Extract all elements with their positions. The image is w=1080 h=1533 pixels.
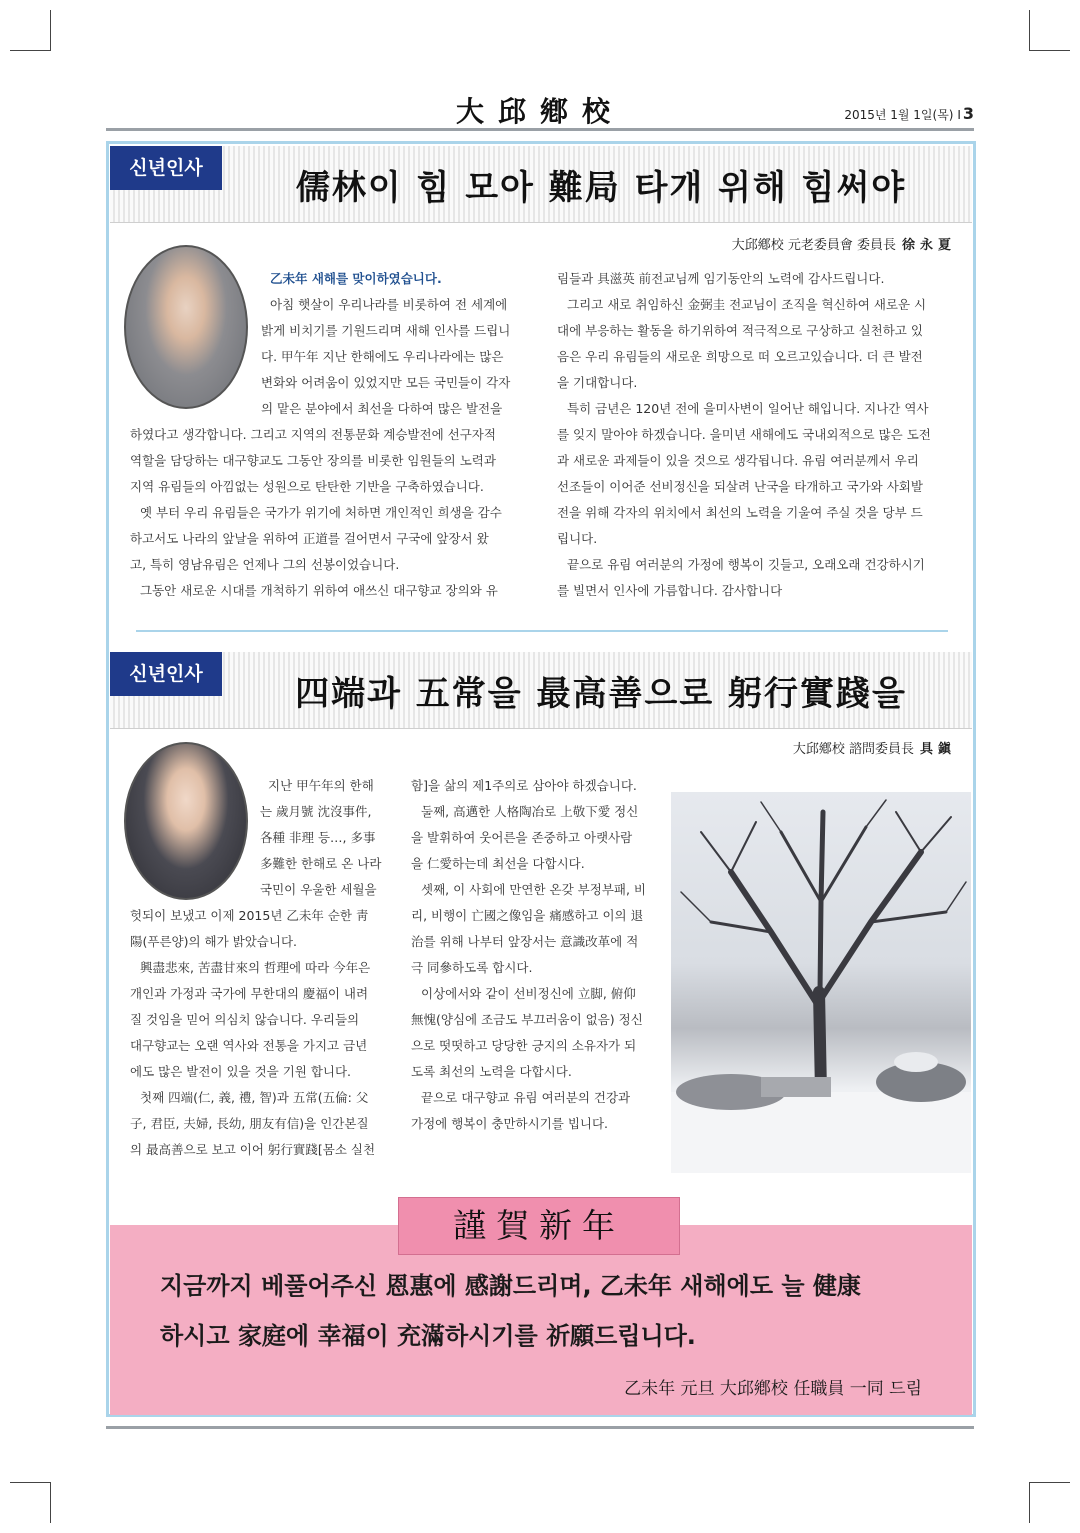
article2-text-line: 으로 떳떳하고 당당한 긍지의 소유자가 되 (411, 1038, 637, 1053)
article2-title-bar (110, 652, 972, 729)
article2-left-column (130, 773, 392, 1163)
article2-byline-name: 具鎭 (919, 742, 956, 757)
article1-text-line: 음은 우리 유림들의 새로운 희망으로 떠 오르고있습니다. 더 큰 발전 (557, 349, 923, 364)
article1-byline-name: 徐永夏 (901, 238, 956, 253)
article1-text-line: 끝으로 유림 여러분의 가정에 행복이 깃들고, 오래오래 건강하시기 (567, 557, 925, 572)
article2-text-line: 셋째, 이 사회에 만연한 온갖 부정부패, 비 (421, 882, 646, 897)
article1-text-line: 하고서도 나라의 앞날을 위하여 正道를 걸어면서 구국에 앞장서 왔 (130, 531, 489, 546)
crop-mark-bottom-right (1029, 1482, 1070, 1523)
article1-text-line: 을 기대합니다. (557, 375, 638, 390)
article2-text-line: 첫째 四端(仁, 義, 禮, 智)과 五常(五倫: 父 (140, 1090, 369, 1105)
article1-text-line: 특히 금년은 120년 전에 을미사변이 일어난 해입니다. 지나간 역사 (567, 401, 929, 416)
article2-middle-column (411, 773, 663, 1137)
article1-byline-title: 大邱鄕校 元老委員會 委員長 (731, 238, 896, 253)
section-tag: 신년인사 (110, 146, 222, 190)
article1-text-line: 대에 부응하는 활동을 하기위하여 적극적으로 구상하고 실천하고 있 (557, 323, 923, 338)
snowy-tree-graphic (671, 792, 971, 1173)
article1-text-line: 의 맡은 분야에서 최선을 다하여 많은 발전을 (261, 401, 503, 416)
article2-text-line: 헛되이 보냈고 이제 2015년 乙未年 순한 靑 (130, 908, 369, 923)
article1-text-line: 그동안 새로운 시대를 개척하기 위하여 애쓰신 대구향교 장의와 유 (140, 583, 498, 598)
article2-text-line: 子, 君臣, 夫婦, 長幼, 朋友有信)을 인간본질 (130, 1116, 369, 1131)
article2-text-line: 多難한 한해로 온 나라 (260, 856, 382, 871)
page-number: 3 (962, 104, 974, 123)
page-date-text: 2015년 1월 1일(목) (844, 108, 954, 122)
article2-text-line: 이상에서와 같이 선비정신에 立脚, 俯仰 (421, 986, 636, 1001)
bottom-rule (106, 1426, 974, 1429)
article1-text-line: 고, 특히 영남유림은 언제나 그의 선봉이었습니다. (130, 557, 400, 572)
article1-text-line: 를 잊지 말아야 하겠습니다. 을미년 새해에도 국내외적으로 많은 도전 (557, 427, 931, 442)
article2-text-line: 함]을 삶의 제1주의로 삼아야 하겠습니다. (411, 778, 637, 793)
article1-headline: 儒林이 힘 모아 難局 타개 위해 힘써야 (295, 168, 907, 208)
article1-text-line: 다. 甲午年 지난 한해에도 우리나라에는 많은 (261, 349, 504, 364)
article1-text-line: 림들과 具滋英 前전교님께 임기동안의 노력에 감사드립니다. (557, 271, 885, 286)
article-divider (136, 630, 948, 632)
article2-text-line: 개인과 가정과 국가에 무한대의 慶福이 내려 (130, 986, 369, 1001)
article2-text-line: 을 발휘하여 웃어른을 존중하고 아랫사람 (411, 830, 633, 845)
article2-text-line: 을 仁愛하는데 최선을 다합시다. (411, 856, 585, 871)
article2-text-line: 도록 최선의 노력을 다합시다. (411, 1064, 572, 1079)
article2-byline (793, 738, 956, 757)
article1-text-line: 전을 위해 각자의 위치에서 최선의 노력을 기울여 주실 것을 당부 드 (557, 505, 923, 520)
article2-text-line: 의 最高善으로 보고 이어 躬行實踐[몸소 실천 (130, 1142, 376, 1157)
article2-text-line: 가정에 행복이 충만하시기를 빕니다. (411, 1116, 609, 1131)
crop-mark-top-left (10, 10, 51, 51)
greeting-line-2: 하시고 家庭에 幸福이 充滿하시기를 祈願드립니다. (160, 1322, 696, 1350)
top-rule (106, 128, 974, 131)
article2-text-line: 에도 많은 발전이 있을 것을 기원 합니다. (130, 1064, 352, 1079)
article2-byline-title: 大邱鄕校 諮問委員長 (792, 742, 914, 757)
article1-left-column (130, 266, 530, 604)
greeting-signature: 乙未年 元旦 大邱鄕校 任職員 一同 드림 (624, 1379, 922, 1399)
page-date (844, 104, 974, 123)
article2-text-line: 끝으로 대구향교 유림 여러분의 건강과 (421, 1090, 631, 1105)
article1-text-line: 립니다. (557, 531, 598, 546)
article2-text-line: 둘째, 高邁한 人格陶冶로 上敬下愛 정신 (421, 804, 639, 819)
article1-text-line: 과 새로운 과제들이 있을 것으로 생각됩니다. 유림 여러분께서 우리 (557, 453, 919, 468)
article2-text-line: 질 것임을 믿어 의심치 않습니다. 우리들의 (130, 1012, 360, 1027)
article2-text-line: 各種 非理 등…, 多事 (260, 830, 376, 845)
article2-text-line: 興盡悲來, 苦盡甘來의 哲理에 따라 今年은 (140, 960, 371, 975)
article2-text-line: 治를 위해 나부터 앞장서는 意識改革에 적 (411, 934, 639, 949)
article1-text-line: 밝게 비치기를 기원드리며 새해 인사를 드립니 (261, 323, 511, 338)
article2-text-line: 無愧(양심에 조금도 부끄러움이 없음) 정신 (411, 1012, 643, 1027)
article1-text-line: 아침 햇살이 우리나라를 비롯하여 전 세계에 (270, 297, 508, 312)
article1-text-line: 역할을 담당하는 대구향교도 그동안 장의를 비롯한 임원들의 노력과 (130, 453, 496, 468)
article2-text-line: 극 同參하도록 합시다. (411, 960, 533, 975)
article2-text-line: 대구향교는 오랜 역사와 전통을 가지고 금년 (130, 1038, 368, 1053)
article1-text-line: 지역 유림들의 아낌없는 성원으로 탄탄한 기반을 구축하였습니다. (130, 479, 484, 494)
article1-text-line: 옛 부터 우리 유림들은 국가가 위기에 처하면 개인적인 희생을 감수 (140, 505, 502, 520)
section-tag: 신년인사 (110, 652, 222, 696)
article1-text-line: 변화와 어려움이 있었지만 모든 국민들이 각자 (261, 375, 511, 390)
article2-text-line: 리, 비행이 亡國之像임을 痛感하고 이의 退 (411, 908, 644, 923)
article2-text-line: 陽(푸른양)의 해가 밝았습니다. (130, 934, 297, 949)
masthead: 大邱鄕校 (455, 95, 624, 128)
greeting-line-1: 지금까지 베풀어주신 恩惠에 感謝드리며, 乙未年 새해에도 늘 健康 (160, 1272, 861, 1300)
page-separator: I (957, 108, 961, 122)
article2-text-line: 국민이 우울한 세월을 (260, 882, 377, 897)
article2-text-line: 는 歲月號 沈沒事件, (260, 804, 372, 819)
article2-text-line: 지난 甲午年의 한해 (268, 778, 374, 793)
crop-mark-top-right (1029, 10, 1070, 51)
snowy-tree-photo (671, 792, 971, 1173)
article1-title-bar (110, 146, 972, 223)
article1-text-line: 선조들이 이어준 선비정신을 되살려 난국을 타개하고 국가와 사회발 (557, 479, 923, 494)
article1-byline (732, 234, 956, 253)
article1-text-line: 그리고 새로 취임하신 金弼圭 전교님이 조직을 혁신하여 새로운 시 (567, 297, 927, 312)
article1-text-line: 를 빌면서 인사에 가름합니다. 감사합니다 (557, 583, 783, 598)
article1-right-column (557, 266, 957, 604)
article1-lead-line: 乙未年 새해를 맞이하였습니다. (270, 271, 442, 286)
crop-mark-bottom-left (10, 1482, 51, 1523)
greeting-title: 謹賀新年 (398, 1197, 680, 1255)
article2-headline: 四端과 五常을 最高善으로 躬行實踐을 (295, 674, 907, 714)
article1-text-line: 하였다고 생각합니다. 그리고 지역의 전통문화 계승발전에 선구자적 (130, 427, 496, 442)
